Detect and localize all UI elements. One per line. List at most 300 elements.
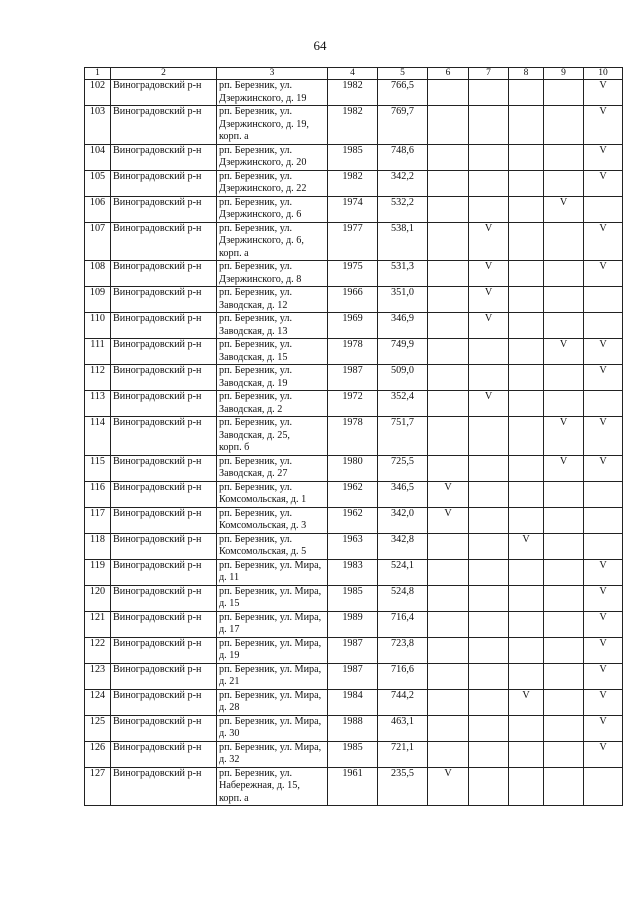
- mark-cell-10: V: [584, 339, 623, 365]
- district-cell: Виноградовский р-н: [111, 222, 217, 261]
- mark-cell-10: [584, 767, 623, 806]
- year-cell: 1988: [328, 715, 378, 741]
- area-cell: 769,7: [378, 106, 428, 145]
- table-row: [85, 507, 623, 533]
- mark-cell-10: V: [584, 715, 623, 741]
- mark-cell-6: [428, 689, 469, 715]
- table-row: [85, 585, 623, 611]
- mark-cell-7: [469, 144, 509, 170]
- area-cell: 524,8: [378, 585, 428, 611]
- row-number-cell: 105: [85, 170, 111, 196]
- table-row: [85, 196, 623, 222]
- mark-cell-10: V: [584, 417, 623, 456]
- address-cell: рп. Березник, ул. Мира, д. 32: [217, 741, 328, 767]
- mark-cell-6: [428, 106, 469, 145]
- year-cell: 1978: [328, 417, 378, 456]
- row-number-cell: 117: [85, 507, 111, 533]
- mark-cell-10: [584, 196, 623, 222]
- mark-cell-6: [428, 611, 469, 637]
- area-cell: 721,1: [378, 741, 428, 767]
- mark-cell-7: V: [469, 313, 509, 339]
- district-cell: Виноградовский р-н: [111, 106, 217, 145]
- area-cell: 524,1: [378, 559, 428, 585]
- mark-cell-8: [509, 80, 544, 106]
- year-cell: 1980: [328, 455, 378, 481]
- mark-cell-6: [428, 391, 469, 417]
- district-cell: Виноградовский р-н: [111, 144, 217, 170]
- year-cell: 1984: [328, 689, 378, 715]
- area-cell: 716,4: [378, 611, 428, 637]
- table-row: [85, 339, 623, 365]
- district-cell: Виноградовский р-н: [111, 741, 217, 767]
- row-number-cell: 109: [85, 287, 111, 313]
- year-cell: 1978: [328, 339, 378, 365]
- year-cell: 1987: [328, 663, 378, 689]
- mark-cell-7: V: [469, 391, 509, 417]
- mark-cell-8: [509, 261, 544, 287]
- row-number-cell: 125: [85, 715, 111, 741]
- mark-cell-9: [544, 80, 584, 106]
- mark-cell-10: V: [584, 611, 623, 637]
- address-cell: рп. Березник, ул. Мира, д. 17: [217, 611, 328, 637]
- mark-cell-10: [584, 481, 623, 507]
- district-cell: Виноградовский р-н: [111, 559, 217, 585]
- row-number-cell: 123: [85, 663, 111, 689]
- mark-cell-9: [544, 585, 584, 611]
- row-number-cell: 124: [85, 689, 111, 715]
- district-cell: Виноградовский р-н: [111, 585, 217, 611]
- mark-cell-10: [584, 507, 623, 533]
- row-number-cell: 115: [85, 455, 111, 481]
- mark-cell-6: V: [428, 767, 469, 806]
- mark-cell-9: V: [544, 455, 584, 481]
- area-cell: 716,6: [378, 663, 428, 689]
- table-row: [85, 417, 623, 456]
- row-number-cell: 103: [85, 106, 111, 145]
- mark-cell-10: V: [584, 106, 623, 145]
- district-cell: Виноградовский р-н: [111, 261, 217, 287]
- address-cell: рп. Березник, ул. Дзержинского, д. 20: [217, 144, 328, 170]
- row-number-cell: 113: [85, 391, 111, 417]
- mark-cell-7: [469, 106, 509, 145]
- column-header: 6: [428, 68, 469, 80]
- mark-cell-6: [428, 287, 469, 313]
- mark-cell-8: V: [509, 689, 544, 715]
- mark-cell-9: [544, 767, 584, 806]
- year-cell: 1975: [328, 261, 378, 287]
- mark-cell-7: V: [469, 287, 509, 313]
- district-cell: Виноградовский р-н: [111, 80, 217, 106]
- year-cell: 1985: [328, 585, 378, 611]
- table-row: [85, 391, 623, 417]
- mark-cell-9: [544, 391, 584, 417]
- mark-cell-10: V: [584, 585, 623, 611]
- mark-cell-8: [509, 663, 544, 689]
- mark-cell-7: [469, 741, 509, 767]
- row-number-cell: 112: [85, 365, 111, 391]
- table-row: [85, 637, 623, 663]
- mark-cell-8: [509, 417, 544, 456]
- address-cell: рп. Березник, ул. Мира, д. 15: [217, 585, 328, 611]
- column-header: 3: [217, 68, 328, 80]
- mark-cell-9: [544, 365, 584, 391]
- row-number-cell: 120: [85, 585, 111, 611]
- table-row: [85, 611, 623, 637]
- district-cell: Виноградовский р-н: [111, 481, 217, 507]
- mark-cell-9: [544, 313, 584, 339]
- mark-cell-9: [544, 222, 584, 261]
- mark-cell-7: [469, 585, 509, 611]
- row-number-cell: 116: [85, 481, 111, 507]
- address-cell: рп. Березник, ул. Заводская, д. 19: [217, 365, 328, 391]
- row-number-cell: 108: [85, 261, 111, 287]
- table-row: [85, 144, 623, 170]
- mark-cell-6: [428, 313, 469, 339]
- row-number-cell: 122: [85, 637, 111, 663]
- mark-cell-10: V: [584, 455, 623, 481]
- table-row: [85, 559, 623, 585]
- mark-cell-6: [428, 455, 469, 481]
- row-number-cell: 106: [85, 196, 111, 222]
- mark-cell-9: [544, 287, 584, 313]
- year-cell: 1982: [328, 106, 378, 145]
- district-cell: Виноградовский р-н: [111, 663, 217, 689]
- year-cell: 1962: [328, 481, 378, 507]
- area-cell: 235,5: [378, 767, 428, 806]
- district-cell: Виноградовский р-н: [111, 533, 217, 559]
- mark-cell-8: [509, 507, 544, 533]
- mark-cell-7: [469, 365, 509, 391]
- year-cell: 1985: [328, 144, 378, 170]
- table-row: [85, 313, 623, 339]
- year-cell: 1962: [328, 507, 378, 533]
- district-cell: Виноградовский р-н: [111, 170, 217, 196]
- mark-cell-8: [509, 741, 544, 767]
- mark-cell-8: [509, 611, 544, 637]
- mark-cell-7: [469, 533, 509, 559]
- mark-cell-9: [544, 715, 584, 741]
- year-cell: 1972: [328, 391, 378, 417]
- column-header: 1: [85, 68, 111, 80]
- address-cell: рп. Березник, ул. Мира, д. 30: [217, 715, 328, 741]
- mark-cell-9: V: [544, 339, 584, 365]
- row-number-cell: 126: [85, 741, 111, 767]
- area-cell: 723,8: [378, 637, 428, 663]
- table-row: [85, 455, 623, 481]
- mark-cell-9: V: [544, 417, 584, 456]
- column-header: 8: [509, 68, 544, 80]
- mark-cell-8: [509, 455, 544, 481]
- year-cell: 1987: [328, 365, 378, 391]
- table-row: [85, 365, 623, 391]
- mark-cell-6: [428, 417, 469, 456]
- area-cell: 751,7: [378, 417, 428, 456]
- year-cell: 1969: [328, 313, 378, 339]
- table-row: [85, 170, 623, 196]
- mark-cell-8: [509, 222, 544, 261]
- mark-cell-10: V: [584, 222, 623, 261]
- address-cell: рп. Березник, ул. Заводская, д. 15: [217, 339, 328, 365]
- mark-cell-10: V: [584, 637, 623, 663]
- mark-cell-6: [428, 339, 469, 365]
- area-cell: 538,1: [378, 222, 428, 261]
- mark-cell-8: [509, 481, 544, 507]
- mark-cell-6: [428, 222, 469, 261]
- district-cell: Виноградовский р-н: [111, 507, 217, 533]
- district-cell: Виноградовский р-н: [111, 767, 217, 806]
- table-row: [85, 715, 623, 741]
- mark-cell-7: V: [469, 222, 509, 261]
- year-cell: 1977: [328, 222, 378, 261]
- area-cell: 342,2: [378, 170, 428, 196]
- district-cell: Виноградовский р-н: [111, 313, 217, 339]
- district-cell: Виноградовский р-н: [111, 287, 217, 313]
- mark-cell-7: [469, 339, 509, 365]
- row-number-cell: 121: [85, 611, 111, 637]
- area-cell: 509,0: [378, 365, 428, 391]
- year-cell: 1985: [328, 741, 378, 767]
- table-row: [85, 767, 623, 806]
- row-number-cell: 111: [85, 339, 111, 365]
- address-cell: рп. Березник, ул. Заводская, д. 13: [217, 313, 328, 339]
- mark-cell-6: [428, 80, 469, 106]
- area-cell: 352,4: [378, 391, 428, 417]
- table-row: [85, 481, 623, 507]
- mark-cell-10: V: [584, 144, 623, 170]
- address-cell: рп. Березник, ул. Заводская, д. 27: [217, 455, 328, 481]
- housing-register-table: [84, 67, 623, 806]
- mark-cell-10: V: [584, 689, 623, 715]
- district-cell: Виноградовский р-н: [111, 391, 217, 417]
- mark-cell-7: [469, 417, 509, 456]
- district-cell: Виноградовский р-н: [111, 196, 217, 222]
- mark-cell-10: [584, 391, 623, 417]
- district-cell: Виноградовский р-н: [111, 611, 217, 637]
- address-cell: рп. Березник, ул. Комсомольская, д. 1: [217, 481, 328, 507]
- mark-cell-6: [428, 533, 469, 559]
- address-cell: рп. Березник, ул. Дзержинского, д. 6, корп. а: [217, 222, 328, 261]
- row-number-cell: 110: [85, 313, 111, 339]
- mark-cell-6: V: [428, 507, 469, 533]
- district-cell: Виноградовский р-н: [111, 455, 217, 481]
- mark-cell-8: [509, 585, 544, 611]
- area-cell: 346,9: [378, 313, 428, 339]
- table-row: [85, 533, 623, 559]
- address-cell: рп. Березник, ул. Мира, д. 21: [217, 663, 328, 689]
- mark-cell-9: [544, 741, 584, 767]
- area-cell: 351,0: [378, 287, 428, 313]
- mark-cell-8: [509, 339, 544, 365]
- mark-cell-9: [544, 637, 584, 663]
- mark-cell-9: [544, 559, 584, 585]
- table-body: [85, 80, 623, 806]
- mark-cell-10: [584, 533, 623, 559]
- table-row: [85, 106, 623, 145]
- mark-cell-8: [509, 715, 544, 741]
- table-header-row: [85, 68, 623, 80]
- table-row: [85, 689, 623, 715]
- district-cell: Виноградовский р-н: [111, 689, 217, 715]
- area-cell: 766,5: [378, 80, 428, 106]
- mark-cell-7: [469, 196, 509, 222]
- mark-cell-8: [509, 559, 544, 585]
- year-cell: 1983: [328, 559, 378, 585]
- mark-cell-10: V: [584, 261, 623, 287]
- column-header: 7: [469, 68, 509, 80]
- address-cell: рп. Березник, ул. Набережная, д. 15, корп. а: [217, 767, 328, 806]
- mark-cell-6: [428, 144, 469, 170]
- area-cell: 531,3: [378, 261, 428, 287]
- mark-cell-8: [509, 637, 544, 663]
- mark-cell-8: [509, 391, 544, 417]
- mark-cell-10: [584, 287, 623, 313]
- mark-cell-6: [428, 365, 469, 391]
- address-cell: рп. Березник, ул. Заводская, д. 2: [217, 391, 328, 417]
- year-cell: 1982: [328, 170, 378, 196]
- district-cell: Виноградовский р-н: [111, 637, 217, 663]
- row-number-cell: 119: [85, 559, 111, 585]
- row-number-cell: 107: [85, 222, 111, 261]
- column-header: 10: [584, 68, 623, 80]
- mark-cell-7: [469, 637, 509, 663]
- mark-cell-9: [544, 689, 584, 715]
- mark-cell-6: V: [428, 481, 469, 507]
- mark-cell-7: [469, 689, 509, 715]
- year-cell: 1987: [328, 637, 378, 663]
- mark-cell-6: [428, 637, 469, 663]
- mark-cell-8: [509, 313, 544, 339]
- row-number-cell: 114: [85, 417, 111, 456]
- mark-cell-6: [428, 585, 469, 611]
- area-cell: 532,2: [378, 196, 428, 222]
- table-row: [85, 222, 623, 261]
- mark-cell-6: [428, 715, 469, 741]
- mark-cell-10: V: [584, 663, 623, 689]
- page-number: 64: [313, 38, 327, 53]
- mark-cell-9: [544, 170, 584, 196]
- area-cell: 725,5: [378, 455, 428, 481]
- mark-cell-7: [469, 170, 509, 196]
- area-cell: 749,9: [378, 339, 428, 365]
- mark-cell-6: [428, 196, 469, 222]
- mark-cell-9: [544, 611, 584, 637]
- district-cell: Виноградовский р-н: [111, 339, 217, 365]
- mark-cell-7: [469, 80, 509, 106]
- mark-cell-8: [509, 170, 544, 196]
- address-cell: рп. Березник, ул. Мира, д. 28: [217, 689, 328, 715]
- mark-cell-9: V: [544, 196, 584, 222]
- mark-cell-8: [509, 196, 544, 222]
- mark-cell-8: [509, 144, 544, 170]
- mark-cell-7: [469, 715, 509, 741]
- row-number-cell: 127: [85, 767, 111, 806]
- mark-cell-8: [509, 365, 544, 391]
- row-number-cell: 104: [85, 144, 111, 170]
- table-row: [85, 663, 623, 689]
- address-cell: рп. Березник, ул. Дзержинского, д. 22: [217, 170, 328, 196]
- mark-cell-7: [469, 507, 509, 533]
- year-cell: 1966: [328, 287, 378, 313]
- mark-cell-6: [428, 663, 469, 689]
- mark-cell-8: [509, 767, 544, 806]
- area-cell: 346,5: [378, 481, 428, 507]
- table-row: [85, 287, 623, 313]
- mark-cell-10: V: [584, 80, 623, 106]
- mark-cell-8: [509, 287, 544, 313]
- mark-cell-9: [544, 144, 584, 170]
- mark-cell-7: [469, 611, 509, 637]
- address-cell: рп. Березник, ул. Заводская, д. 25, корп. б: [217, 417, 328, 456]
- mark-cell-9: [544, 481, 584, 507]
- column-header: 2: [111, 68, 217, 80]
- mark-cell-6: [428, 559, 469, 585]
- year-cell: 1974: [328, 196, 378, 222]
- area-cell: 744,2: [378, 689, 428, 715]
- mark-cell-8: V: [509, 533, 544, 559]
- mark-cell-6: [428, 170, 469, 196]
- mark-cell-9: [544, 533, 584, 559]
- year-cell: 1989: [328, 611, 378, 637]
- address-cell: рп. Березник, ул. Заводская, д. 12: [217, 287, 328, 313]
- year-cell: 1982: [328, 80, 378, 106]
- address-cell: рп. Березник, ул. Дзержинского, д. 8: [217, 261, 328, 287]
- mark-cell-10: V: [584, 170, 623, 196]
- mark-cell-9: [544, 106, 584, 145]
- area-cell: 748,6: [378, 144, 428, 170]
- mark-cell-7: [469, 767, 509, 806]
- mark-cell-9: [544, 261, 584, 287]
- address-cell: рп. Березник, ул. Дзержинского, д. 19, корп. а: [217, 106, 328, 145]
- mark-cell-7: [469, 455, 509, 481]
- address-cell: рп. Березник, ул. Дзержинского, д. 6: [217, 196, 328, 222]
- table-row: [85, 261, 623, 287]
- mark-cell-6: [428, 261, 469, 287]
- table-row: [85, 80, 623, 106]
- mark-cell-10: V: [584, 741, 623, 767]
- mark-cell-6: [428, 741, 469, 767]
- area-cell: 463,1: [378, 715, 428, 741]
- district-cell: Виноградовский р-н: [111, 715, 217, 741]
- column-header: 9: [544, 68, 584, 80]
- mark-cell-8: [509, 106, 544, 145]
- address-cell: рп. Березник, ул. Мира, д. 19: [217, 637, 328, 663]
- district-cell: Виноградовский р-н: [111, 417, 217, 456]
- row-number-cell: 118: [85, 533, 111, 559]
- table-row: [85, 741, 623, 767]
- mark-cell-7: [469, 481, 509, 507]
- mark-cell-7: [469, 663, 509, 689]
- mark-cell-10: [584, 313, 623, 339]
- mark-cell-7: V: [469, 261, 509, 287]
- column-header: 5: [378, 68, 428, 80]
- mark-cell-10: V: [584, 365, 623, 391]
- area-cell: 342,0: [378, 507, 428, 533]
- mark-cell-9: [544, 507, 584, 533]
- district-cell: Виноградовский р-н: [111, 365, 217, 391]
- mark-cell-7: [469, 559, 509, 585]
- address-cell: рп. Березник, ул. Комсомольская, д. 5: [217, 533, 328, 559]
- row-number-cell: 102: [85, 80, 111, 106]
- year-cell: 1963: [328, 533, 378, 559]
- address-cell: рп. Березник, ул. Комсомольская, д. 3: [217, 507, 328, 533]
- mark-cell-9: [544, 663, 584, 689]
- address-cell: рп. Березник, ул. Дзержинского, д. 19: [217, 80, 328, 106]
- column-header: 4: [328, 68, 378, 80]
- address-cell: рп. Березник, ул. Мира, д. 11: [217, 559, 328, 585]
- area-cell: 342,8: [378, 533, 428, 559]
- mark-cell-10: V: [584, 559, 623, 585]
- year-cell: 1961: [328, 767, 378, 806]
